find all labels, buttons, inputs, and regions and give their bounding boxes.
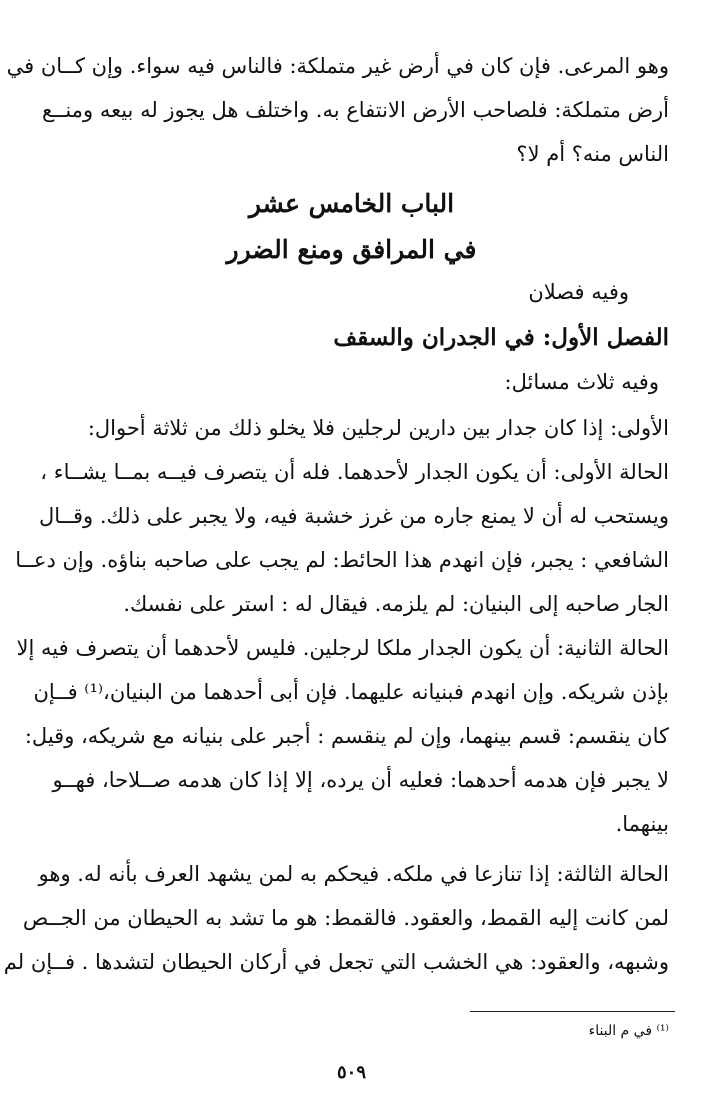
body-line: الحالة الأولى: أن يكون الجدار لأحدهما. فله أن يتصرف فيــه بمــا يشــاء ، bbox=[40, 460, 669, 484]
section-title: الفصل الأول: في الجدران والسقف bbox=[333, 324, 669, 351]
body-line: الشافعي : يجبر، فإن انهدم هذا الحائط: لم يجب على صاحبه بناؤه. وإن دعــا bbox=[15, 548, 669, 572]
chapter-heading: الباب الخامس عشر bbox=[248, 189, 455, 218]
opening-paragraph bbox=[6, 44, 669, 176]
body-line: وشبهه، والعقود: هي الخشب التي تجعل في أركان الحيطان لتشدها . فــإن لم bbox=[3, 950, 669, 974]
paragraph-line: أرض متملكة: فلصاحب الأرض الانتفاع به. واختلف هل يجوز له بيعه ومنــع bbox=[41, 98, 669, 122]
body-line: الجار صاحبه إلى البنيان: لم يلزمه. فيقال له : استر على نفسك. bbox=[123, 592, 669, 616]
body-line: بينهما. bbox=[615, 812, 669, 836]
body-line: ويستحب له أن لا يمنع جاره من غرز خشبة فيه، ولا يجبر على ذلك. وقــال bbox=[39, 504, 669, 528]
paragraph-line: الناس منه؟ أم لا؟ bbox=[516, 142, 669, 166]
body-text bbox=[3, 406, 669, 986]
footnote-divider bbox=[470, 1011, 675, 1012]
footnote: ⁽¹⁾ في م البناء bbox=[588, 1023, 669, 1039]
paragraph-line: وهو المرعى. فإن كان في أرض غير متملكة: فالناس فيه سواء. وإن كــان في bbox=[6, 54, 669, 78]
page-number: ٥٠٩ bbox=[336, 1062, 366, 1083]
body-line: لمن كانت إليه القمط، والعقود. فالقمط: هو ما تشد به الحيطان من الجــص bbox=[22, 906, 669, 930]
sections-note-block bbox=[27, 270, 669, 314]
body-line: بإذن شريكه. وإن انهدم فبنيانه عليهما. فإن أبى أحدهما من البنيان،⁽¹⁾ فــإن bbox=[33, 680, 669, 704]
issues-note-block bbox=[27, 360, 669, 404]
sections-note: وفيه فصلان bbox=[528, 280, 629, 304]
body-line: كان ينقسم: قسم بينهما، وإن لم ينقسم : أجبر على بنيانه مع شريكه، وقيل: bbox=[24, 724, 669, 748]
issues-note: وفيه ثلاث مسائل: bbox=[504, 370, 659, 394]
chapter-subheading: في المرافق ومنع الضرر bbox=[226, 235, 477, 264]
body-line: الحالة الثانية: أن يكون الجدار ملكا لرجلين. فليس لأحدهما أن يتصرف فيه إلا bbox=[16, 636, 669, 660]
body-line: الأولى: إذا كان جدار بين دارين لرجلين فلا يخلو ذلك من ثلاثة أحوال: bbox=[87, 416, 669, 440]
body-line: لا يجبر فإن هدمه أحدهما: فعليه أن يرده، إلا إذا كان هدمه صــلاحا، فهــو bbox=[52, 768, 669, 792]
body-line: الحالة الثالثة: إذا تنازعا في ملكه. فيحكم به لمن يشهد العرف بأنه له. وهو bbox=[38, 862, 669, 886]
